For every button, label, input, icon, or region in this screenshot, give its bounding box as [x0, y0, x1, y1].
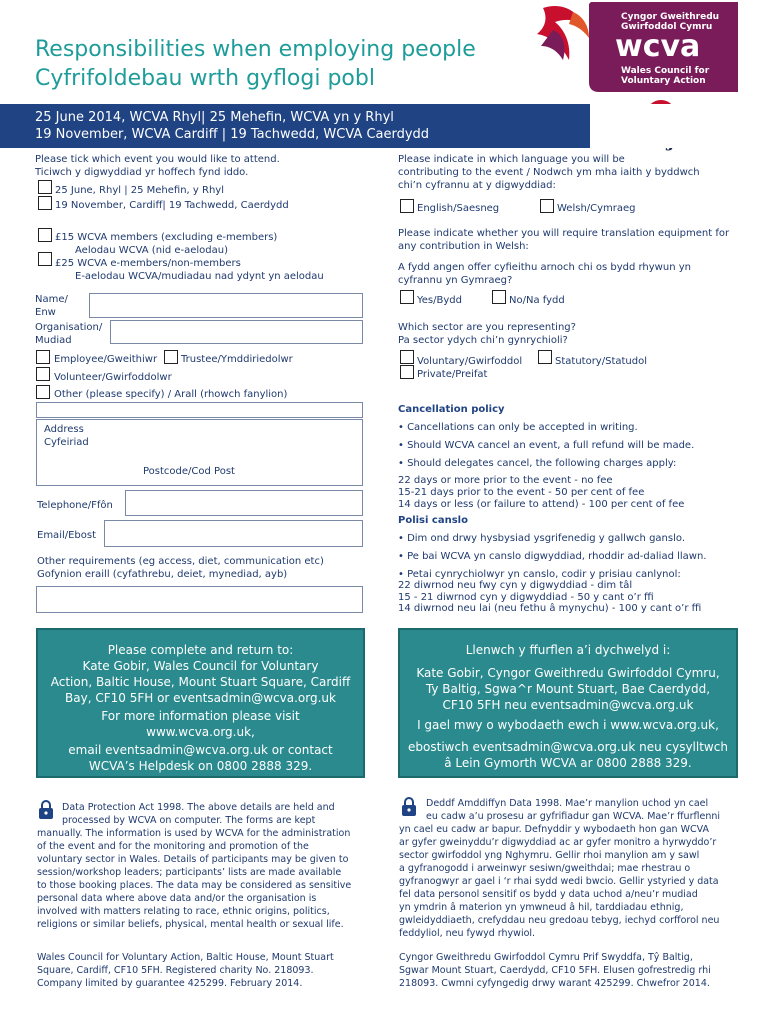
- cancel-bullet-3: • Should delegates cancel, the following charges apply:: [398, 458, 677, 469]
- lock-icon: [401, 797, 417, 821]
- privacy-cy-footer-2: 218093. Cwmni cyfyngedig drwy warant 425299. Chwefror 2014.: [399, 978, 710, 989]
- event-rhyl-checkbox[interactable]: [38, 180, 52, 194]
- org-input[interactable]: [110, 320, 363, 344]
- return-en-7: email eventsadmin@wcva.org.uk or contact: [68, 743, 333, 757]
- org-label-en: Organisation/: [35, 322, 103, 333]
- return-cy-1: Llenwch y ffurflen a’i dychwelyd i:: [465, 643, 671, 657]
- return-en-4: Bay, CF10 5FH or eventsadmin@wcva.org.uk: [65, 691, 336, 705]
- telephone-input[interactable]: [125, 490, 363, 516]
- privacy-cy-line-1: eu cadw a’u prosesu ar gyfrifiadur gan WCVA. Mae’r ffurflenni: [426, 811, 720, 822]
- privacy-cy-line-2: yn cael eu cadw ar bapur. Defnyddir y wybodaeth hon gan WCVA: [399, 824, 709, 835]
- polisi-bullet-1: • Dim ond drwy hysbysiad ysgrifenedig y gallwch ganslo.: [398, 533, 685, 544]
- privacy-cy-line-7: fel data personol sensitif os bydd y data uchod a/neu’r mudiad: [399, 889, 698, 900]
- privacy-cy-footer-1: Sgwar Mount Stuart, Caerdydd, CF10 5FH. Elusen gofrestredig rhi: [399, 965, 711, 976]
- cancel-title: Cancellation policy: [398, 404, 505, 415]
- lang-english-checkbox[interactable]: [400, 199, 414, 213]
- return-en-3: Action, Baltic House, Mount Stuart Square, Cardiff: [50, 675, 351, 689]
- date-line-2: 19 November, WCVA Cardiff | 19 Tachwedd, WCVA Caerdydd: [35, 127, 430, 142]
- sector-stat-label: Statutory/Statudol: [555, 356, 647, 367]
- privacy-en-line-3: of the event and for the monitoring and promotion of the: [37, 841, 309, 852]
- privacy-cy-line-6: gyfranogwyr ar gael i ‘r rhai sydd wedi bwcio. Gellir ystyried y data: [399, 876, 719, 887]
- name-label-cy: Enw: [35, 307, 56, 318]
- return-cy-3: Ty Baltig, Sgwa^r Mount Stuart, Bae Caerdydd,: [425, 682, 711, 696]
- privacy-cy-line-3: ar gyfer gweinyddu’r digwyddiad ac ar gyfer monitro a hyrwyddo’r: [399, 837, 717, 848]
- trans-no-checkbox[interactable]: [492, 290, 506, 304]
- role-volunteer-label: Volunteer/Gwirfoddolwr: [54, 372, 172, 383]
- sector-stat-checkbox[interactable]: [538, 350, 552, 364]
- email-label: Email/Ebost: [37, 530, 97, 541]
- privacy-cy-line-0: Deddf Amddiffyn Data 1998. Mae’r manylion uchod yn cael: [426, 798, 709, 809]
- cancel-bullet-1: • Cancellations can only be accepted in writing.: [398, 422, 638, 433]
- sector-priv-label: Private/Preifat: [417, 369, 488, 380]
- role-other-checkbox[interactable]: [36, 385, 50, 399]
- privacy-en-footer-1: Square, Cardiff, CF10 5FH. Registered charity No. 218093.: [37, 965, 314, 976]
- address-label-cy: Cyfeiriad: [44, 437, 89, 448]
- polisi-bullet-2: • Pe bai WCVA yn canslo digwyddiad, rhoddir ad-daliad llawn.: [398, 551, 707, 562]
- event-rhyl-label: 25 June, Rhyl | 25 Mehefin, y Rhyl: [55, 185, 224, 196]
- trans-yes-checkbox[interactable]: [400, 290, 414, 304]
- fee-member-checkbox[interactable]: [38, 228, 52, 242]
- title-en: Responsibilities when employing people: [35, 37, 476, 62]
- fee-member-cy: Aelodau WCVA (nid e-aelodau): [75, 245, 228, 256]
- name-label-en: Name/: [35, 294, 68, 305]
- org-label-cy: Mudiad: [35, 335, 72, 346]
- return-en-1: Please complete and return to:: [107, 643, 294, 657]
- lang-welsh-checkbox[interactable]: [540, 199, 554, 213]
- lang-prompt-1: Please indicate in which language you will be: [398, 154, 625, 165]
- sector-prompt-2: Pa sector ydych chi’n gynrychioli?: [398, 335, 568, 346]
- privacy-en-line-7: personal data where above data and/or the organisation is: [37, 893, 317, 904]
- return-en-8: WCVA’s Helpdesk on 0800 2888 329.: [88, 759, 313, 773]
- wcva-logo: [533, 0, 738, 94]
- return-cy-6: ebostiwch eventsadmin@wcva.org.uk neu cysylltwch: [408, 740, 728, 754]
- lock-icon: [38, 800, 54, 824]
- privacy-cy-line-8: yn ymdrin â materion yn ymwneud â hil, tarddiadau ethnig,: [399, 902, 684, 913]
- role-trustee-checkbox[interactable]: [164, 350, 178, 364]
- polisi-charge-1: 22 diwrnod neu fwy cyn y digwyddiad - dim tâl: [398, 580, 633, 591]
- polisi-charge-3: 14 diwrnod neu lai (neu fethu â mynychu) - 100 y cant o’r ffi: [398, 603, 702, 614]
- trans-prompt-3: A fydd angen offer cyfieithu arnoch chi os bydd rhywun yn: [398, 262, 691, 273]
- return-box-cy: [398, 628, 738, 778]
- cancel-charge-1: 22 days or more prior to the event - no fee: [398, 475, 613, 486]
- event-cardiff-label: 19 November, Cardiff| 19 Tachwedd, Caerdydd: [55, 200, 289, 211]
- role-employee-checkbox[interactable]: [36, 350, 50, 364]
- other-req-cy: Gofynion eraill (cyfathrebu, deiet, mynediad, ayb): [37, 569, 288, 580]
- name-input[interactable]: [89, 293, 363, 318]
- other-req-input[interactable]: [36, 586, 363, 613]
- privacy-en-footer-2: Company limited by guarantee 425299. February 2014.: [37, 978, 303, 989]
- privacy-en-line-6: to those booking places. The data may be considered as sensitive: [37, 880, 352, 891]
- privacy-en-line-8: involved with matters relating to race, ethnic origins, politics,: [37, 906, 330, 917]
- trans-no-label: No/Na fydd: [509, 295, 565, 306]
- trans-yes-label: Yes/Bydd: [417, 295, 462, 306]
- logo-wcva-en1: Wales Council for: [621, 66, 710, 76]
- return-cy-4: CF10 5FH neu eventsadmin@wcva.org.uk: [442, 698, 694, 712]
- sector-priv-checkbox[interactable]: [400, 365, 414, 379]
- privacy-en-line-0: Data Protection Act 1998. The above details are held and: [62, 802, 335, 813]
- privacy-en-footer-0: Wales Council for Voluntary Action, Baltic House, Mount Stuart: [37, 952, 334, 963]
- return-cy-2: Kate Gobir, Cyngor Gweithredu Gwirfoddol Cymru,: [416, 666, 720, 680]
- date-line-1: 25 June 2014, WCVA Rhyl| 25 Mehefin, WCVA yn y Rhyl: [35, 110, 394, 125]
- trans-prompt-1: Please indicate whether you will require translation equipment for: [398, 228, 730, 239]
- logo-wcva-mark: wcva: [615, 29, 701, 64]
- return-en-6: www.wcva.org.uk,: [146, 725, 255, 739]
- postcode-label: Postcode/Cod Post: [143, 466, 235, 477]
- title-cy: Cyfrifoldebau wrth gyflogi pobl: [35, 66, 375, 91]
- role-trustee-label: Trustee/Ymddiriedolwr: [181, 354, 293, 365]
- lang-welsh-label: Welsh/Cymraeg: [557, 203, 636, 214]
- cancel-bullet-2: • Should WCVA cancel an event, a full refund will be made.: [398, 440, 695, 451]
- return-en-5: For more information please visit: [101, 709, 300, 723]
- polisi-bullet-3: • Petai cynrychiolwyr yn canslo, codir y prisiau canlynol:: [398, 569, 681, 580]
- privacy-en-line-2: manually. The information is used by WCVA for the administration: [37, 828, 351, 839]
- privacy-cy-line-5: a gyfranogodd i arweinwyr sesiwn/gweithdai; mae rhestrau o: [399, 863, 691, 874]
- return-en-2: Kate Gobir, Wales Council for Voluntary: [82, 659, 319, 673]
- polisi-title: Polisi canslo: [398, 515, 468, 526]
- sector-prompt-1: Which sector are you representing?: [398, 322, 576, 333]
- logo-wcva-cy1: Cyngor Gweithredu: [621, 12, 720, 22]
- telephone-label: Telephone/Ffôn: [37, 500, 113, 511]
- fee-member-en: £15 WCVA members (excluding e-members): [55, 232, 278, 243]
- role-volunteer-checkbox[interactable]: [36, 367, 50, 381]
- cancel-charge-2: 15-21 days prior to the event - 50 per cent of fee: [398, 487, 645, 498]
- return-box-en: [36, 628, 365, 778]
- privacy-cy-line-10: feddyliol, neu fywyd rhywiol.: [399, 928, 536, 939]
- lang-prompt-3: chi’n cyfrannu at y digwyddiad:: [398, 180, 556, 191]
- event-prompt-cy: Ticiwch y digwyddiad yr hoffech fynd iddo.: [35, 167, 249, 178]
- band-gap: [590, 104, 770, 148]
- other-req-en: Other requirements (eg access, diet, communication etc): [37, 556, 324, 567]
- sector-vol-label: Voluntary/Gwirfoddol: [417, 356, 523, 367]
- role-employee-label: Employee/Gweithiwr: [54, 354, 158, 365]
- privacy-en-line-1: processed by WCVA on computer. The forms are kept: [62, 815, 316, 826]
- sector-vol-checkbox[interactable]: [400, 350, 414, 364]
- event-prompt-en: Please tick which event you would like to attend.: [35, 154, 280, 165]
- lang-prompt-2: contributing to the event / Nodwch ym mha iaith y byddwch: [398, 167, 700, 178]
- email-input[interactable]: [104, 520, 363, 547]
- return-cy-5: I gael mwy o wybodaeth ewch i www.wcva.org.uk,: [417, 718, 719, 732]
- address-label-en: Address: [44, 424, 84, 435]
- privacy-cy-footer-0: Cyngor Gweithredu Gwirfoddol Cymru Prif Swyddfa, Tŷ Baltig,: [399, 952, 693, 963]
- return-cy-7: â Lein Gymorth WCVA ar 0800 2888 329.: [444, 756, 692, 770]
- fee-nonmember-en: £25 WCVA e-members/non-members: [55, 258, 241, 269]
- logo-wcva-en2: Voluntary Action: [621, 76, 706, 86]
- polisi-charge-2: 15 - 21 diwrnod cyn y digwyddiad - 50 y cant o’r ffi: [398, 592, 654, 603]
- privacy-en-line-5: session/workshop leaders; participants’ lists are made available: [37, 867, 342, 878]
- fee-nonmember-checkbox[interactable]: [38, 252, 52, 266]
- logo-wcva-cy2: Gwirfoddol Cymru: [621, 22, 713, 32]
- role-other-input[interactable]: [36, 402, 363, 418]
- role-other-label: Other (please specify) / Arall (rhowch fanylion): [54, 389, 288, 400]
- fee-nonmember-cy: E-aelodau WCVA/mudiadau nad ydynt yn aelodau: [75, 271, 324, 282]
- privacy-en-line-4: voluntary sector in Wales. Details of participants may be given to: [37, 854, 349, 865]
- lang-english-label: English/Saesneg: [417, 203, 500, 214]
- privacy-cy-line-4: sector gwirfoddol yng Nghymru. Gellir rhoi manylion am y sawl: [399, 850, 700, 861]
- trans-prompt-4: cyfrannu yn Gymraeg?: [398, 275, 513, 286]
- privacy-en-line-9: religions or similar beliefs, physical, mental health or sexual life.: [37, 919, 344, 930]
- trans-prompt-2: any contribution in Welsh:: [398, 241, 529, 252]
- cancel-charge-3: 14 days or less (or failure to attend) - 100 per cent of fee: [398, 499, 685, 510]
- event-cardiff-checkbox[interactable]: [38, 196, 52, 210]
- privacy-cy-line-9: gwleidyddiaeth, crefyddau neu gredoau tebyg, iechyd corfforol neu: [399, 915, 720, 926]
